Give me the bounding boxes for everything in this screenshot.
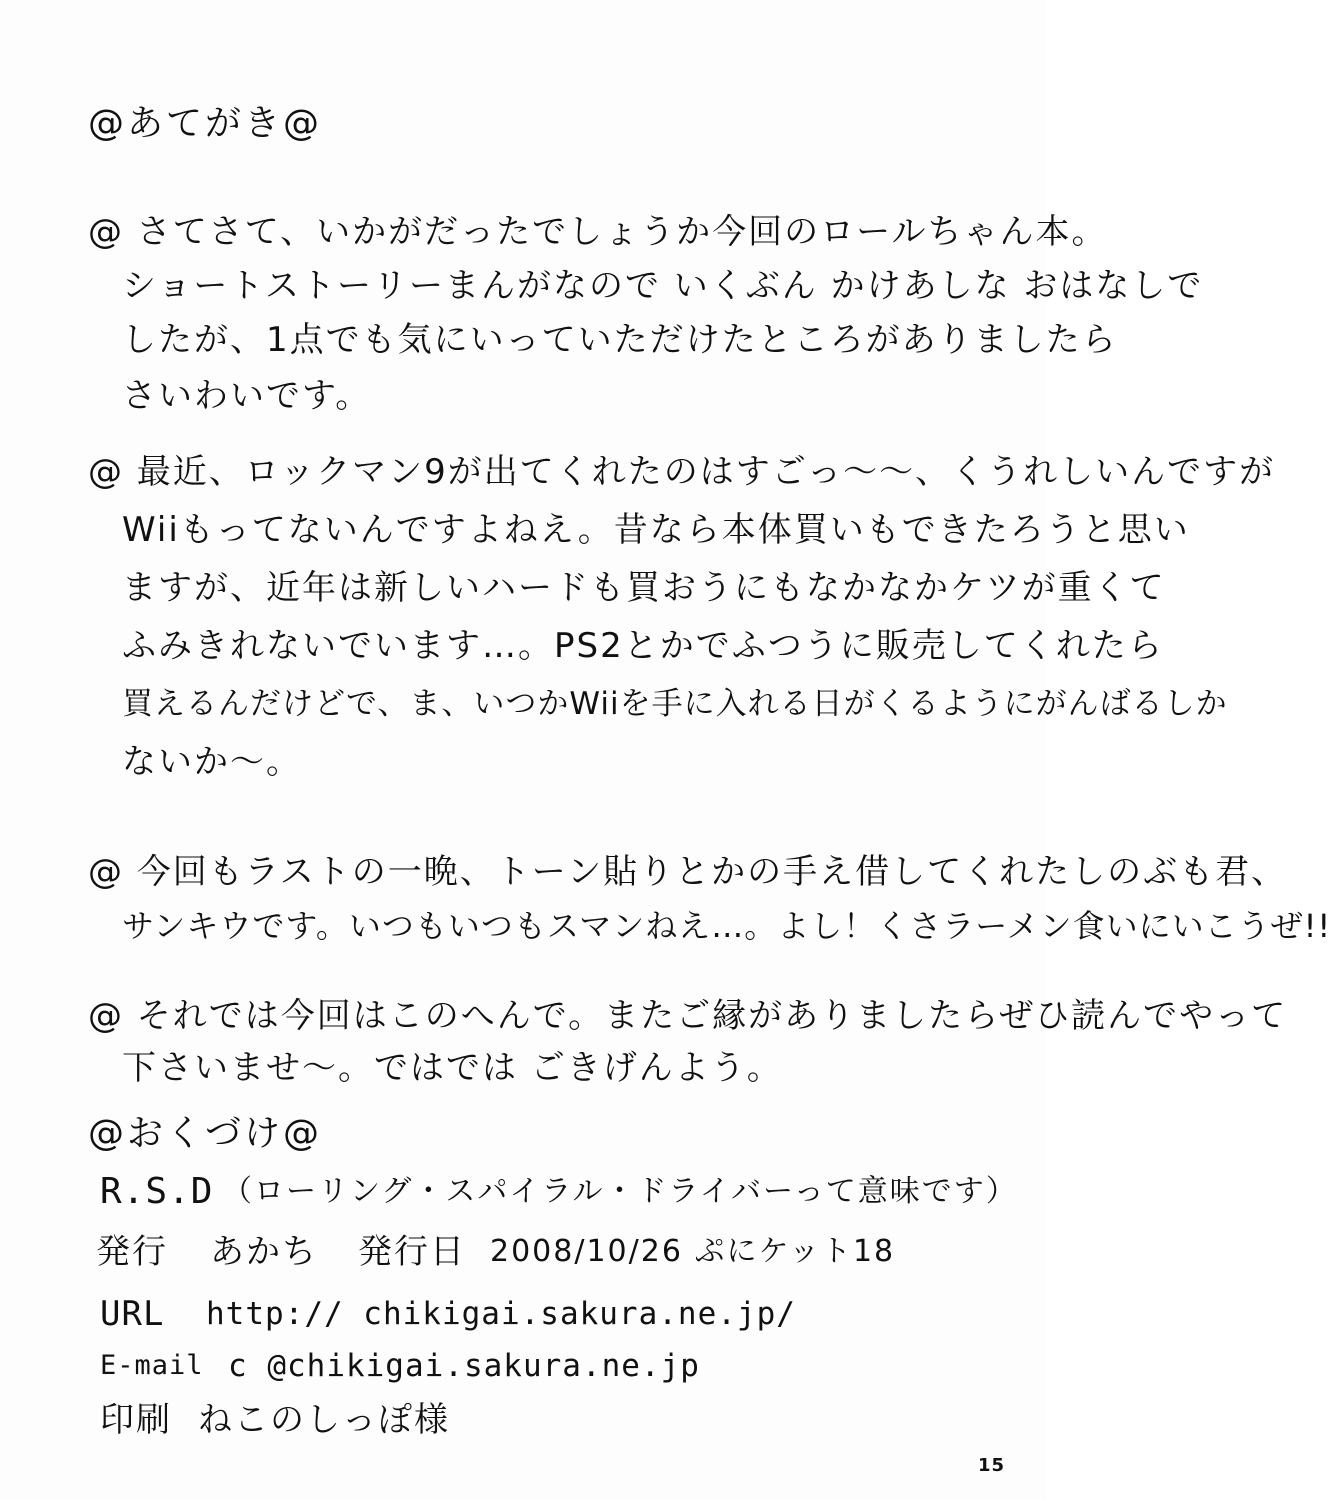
paragraph-line: 買えるんだけどで、ま、いつかWiiを手に入れる日がくるようにがんばるしか xyxy=(122,686,1228,722)
paragraph-line: @ それでは今回はこのへんで。またご縁がありましたらぜひ読んでやって xyxy=(88,996,1288,1036)
publisher-label: 発行 xyxy=(96,1232,168,1272)
paragraph-line: したが、1点でも気にいっていただけたところがありましたら xyxy=(122,320,1118,360)
publish-date-label: 発行日 xyxy=(358,1232,466,1272)
paragraph-line: @ さてさて、いかがだったでしょうか今回のロールちゃん本。 xyxy=(88,212,1108,252)
publish-date-value: 2008/10/26 ぷにケット18 xyxy=(490,1234,896,1269)
book-title: R.S.D xyxy=(100,1171,214,1212)
printer-label: 印刷 xyxy=(100,1400,172,1440)
publisher-value: あかち xyxy=(210,1232,318,1272)
paragraph-line: 下さいませ〜。ではでは ごきげんよう。 xyxy=(122,1048,783,1088)
paragraph-line: ショートストーリーまんがなので いくぶん かけあしな おはなしで xyxy=(122,266,1204,306)
email-value: c @chikigai.sakura.ne.jp xyxy=(228,1348,700,1384)
afterword-heading: @あてがき@ xyxy=(88,103,323,144)
paragraph-line: ますが、近年は新しいハードも買おうにもなかなかケツが重くて xyxy=(122,568,1166,608)
email-label: E-mail xyxy=(100,1350,204,1381)
printer-value: ねこのしっぽ様 xyxy=(198,1400,450,1440)
book-title-note: （ローリング・スパイラル・ドライバーって意味です） xyxy=(222,1174,1018,1209)
paragraph-line: サンキウです。いつもいつもスマンねえ…。よし！くさラーメン食いにいこうぜ!! xyxy=(122,907,1331,945)
paragraph-line: ふみきれないでいます…。PS2とかでふつうに販売してくれたら xyxy=(122,626,1164,666)
paragraph-line: @ 最近、ロックマン9が出てくれたのはすごっ〜〜、くうれしいんですが xyxy=(88,452,1276,492)
paragraph-line: さいわいです。 xyxy=(122,376,372,416)
colophon-heading: @おくづけ@ xyxy=(88,1113,323,1154)
url-label: URL xyxy=(100,1294,165,1334)
page-number: 15 xyxy=(977,1455,1005,1476)
paragraph-line: ないか〜。 xyxy=(122,742,302,782)
paragraph-line: Wiiもってないんですよねえ。昔なら本体買いもできたろうと思い xyxy=(122,510,1190,550)
paragraph-line: @ 今回もラストの一晩、トーン貼りとかの手え借してくれたしのぶも君、 xyxy=(88,852,1288,892)
url-value: http:// chikigai.sakura.ne.jp/ xyxy=(206,1296,796,1332)
